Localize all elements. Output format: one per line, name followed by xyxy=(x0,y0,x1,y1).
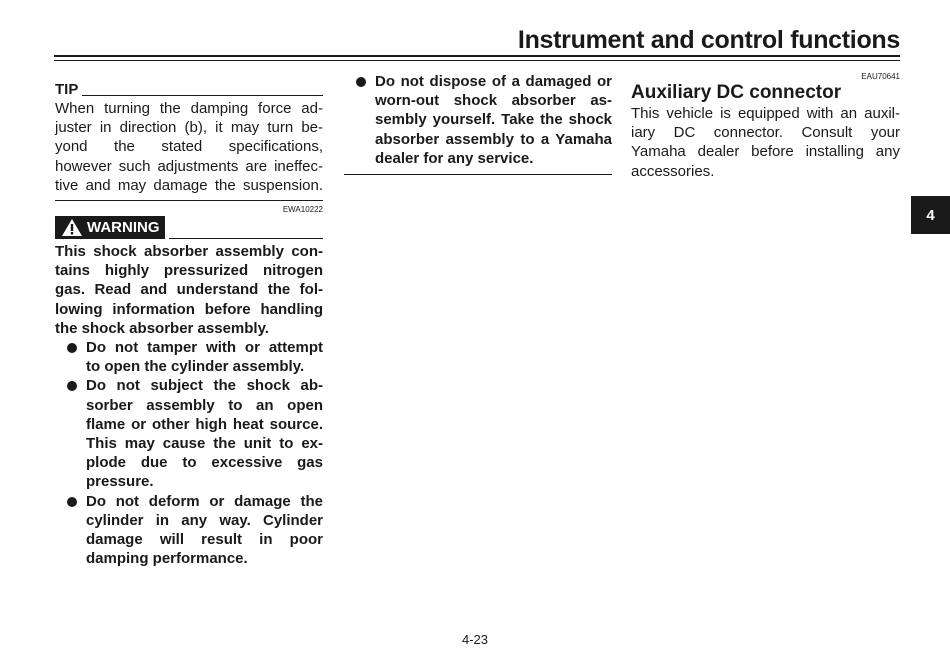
bullet-line: This may cause the unit to ex- xyxy=(86,435,323,453)
bullet-line: sembly yourself. Take the shock xyxy=(375,111,612,129)
bullet-line: Do not dispose of a damaged or xyxy=(375,73,612,90)
bullet-line: sorber assembly to an open xyxy=(86,396,323,414)
section-line: Yamaha dealer before installing any xyxy=(631,143,900,161)
warning-line: This shock absorber assembly con- xyxy=(55,243,323,261)
left-column xyxy=(55,72,323,568)
bullet-line: damage will result in poor xyxy=(86,531,323,549)
warning-triangle-icon xyxy=(61,218,83,237)
tip-heading xyxy=(55,80,323,99)
warning-end-rule xyxy=(344,174,612,175)
warning-bullets xyxy=(55,338,323,568)
bullet-icon xyxy=(356,77,366,87)
bullet-line: Do not subject the shock ab- xyxy=(86,377,323,395)
header-rule-thin xyxy=(54,60,900,61)
bullet-line: cylinder in any way. Cylinder xyxy=(86,511,323,529)
tip-label: TIP xyxy=(55,81,79,98)
warning-line: gas. Read and understand the fol- xyxy=(55,281,323,299)
warning-rule xyxy=(169,238,324,239)
tip-line: however such adjustments are ineffec- xyxy=(55,157,323,175)
header-title: Instrument and control functions xyxy=(517,26,900,54)
bullet-line: dealer for any service. xyxy=(375,149,534,167)
section-text xyxy=(631,104,900,181)
warning-line: lowing information before handling xyxy=(55,300,323,318)
tip-line: When turning the damping force ad- xyxy=(55,100,323,117)
bullet-line: damping performance. xyxy=(86,550,248,568)
right-column xyxy=(631,72,900,181)
tip-text xyxy=(55,99,323,195)
tip-end-rule xyxy=(55,200,323,201)
bullet-line: Do not tamper with or attempt xyxy=(86,339,323,357)
warning-line: the shock absorber assembly. xyxy=(55,319,269,337)
section-line: This vehicle is equipped with an auxil- xyxy=(631,105,900,122)
bullet-line: pressure. xyxy=(86,473,154,491)
bullet-icon xyxy=(67,381,77,391)
bullet-line: flame or other high heat source. xyxy=(86,415,323,433)
middle-column xyxy=(344,72,612,175)
tip-rule xyxy=(82,95,323,96)
tip-line: yond the stated specifications, xyxy=(55,138,323,156)
section-line: iary DC connector. Consult your xyxy=(631,124,900,142)
tip-line: juster in direction (b), it may turn be- xyxy=(55,119,323,137)
list-item xyxy=(55,376,323,491)
warning-label: WARNING xyxy=(87,218,160,236)
bullet-line: absorber assembly to a Yamaha xyxy=(375,130,612,148)
bullet-line: plode due to excessive gas xyxy=(86,454,323,472)
list-item xyxy=(55,338,323,376)
bullet-line: Do not deform or damage the xyxy=(86,492,323,510)
warning-code: EWA10222 xyxy=(282,205,323,215)
warning-badge xyxy=(55,216,165,239)
tip-line: tive and may damage the suspension. xyxy=(55,176,323,194)
bullet-line: to open the cylinder assembly. xyxy=(86,358,305,376)
section-line: accessories. xyxy=(631,162,715,180)
warning-intro xyxy=(55,242,323,338)
warning-heading xyxy=(55,216,323,239)
bullet-line: worn-out shock absorber as- xyxy=(375,92,612,110)
header-rule-thick xyxy=(54,55,900,57)
warning-line: tains highly pressurized nitrogen xyxy=(55,262,323,280)
section-code: EAU70641 xyxy=(861,72,900,81)
bullet-icon xyxy=(67,497,77,507)
warning-bullets-continued xyxy=(344,72,612,168)
list-item xyxy=(344,72,612,168)
bullet-icon xyxy=(67,343,77,353)
list-item xyxy=(55,492,323,569)
chapter-tab: 4 xyxy=(911,196,950,234)
page-number: 4-23 xyxy=(461,632,489,647)
section-title: Auxiliary DC connector xyxy=(631,82,842,103)
